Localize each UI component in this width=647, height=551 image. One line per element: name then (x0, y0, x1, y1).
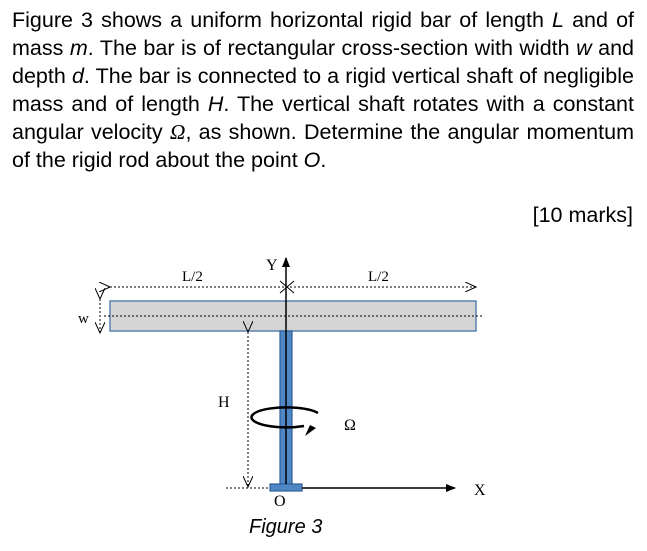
problem-text: and depth (12, 36, 634, 88)
figure-caption: Figure 3 (249, 516, 323, 538)
problem-text: . The bar is connected to a rigid vertical shaft of negligible mass and of length (12, 64, 634, 116)
label-height: H (218, 394, 230, 411)
var-H: H (207, 92, 224, 116)
var-L: L (552, 8, 564, 32)
problem-text: , as shown. Determine the angular momentum of the rigid rod about the point (12, 120, 634, 172)
var-d: d (71, 64, 84, 88)
label-half-length-left: L/2 (182, 269, 203, 285)
var-omega: Ω (169, 120, 186, 144)
label-half-length-right: L/2 (368, 269, 389, 285)
label-x-axis: X (474, 482, 486, 499)
shaft-base (270, 484, 302, 491)
problem-text: and of mass (12, 8, 635, 60)
rotation-arrow-icon (305, 425, 316, 436)
label-angular-velocity: Ω (344, 417, 356, 434)
marks-label: [10 marks] (532, 203, 633, 227)
problem-text: . The vertical shaft rotates with a constant angular velocity (12, 92, 634, 144)
label-y-axis: Y (266, 257, 278, 274)
label-origin: O (274, 493, 286, 510)
label-width: w (78, 311, 89, 327)
problem-text: Figure 3 shows a uniform horizontal rigid bar of length (12, 8, 553, 32)
problem-text: . (320, 148, 327, 172)
problem-text: . The bar is of rectangular cross-section with width (87, 36, 577, 60)
var-O: O (303, 148, 321, 172)
var-w: w (576, 36, 592, 60)
var-m: m (69, 36, 88, 60)
